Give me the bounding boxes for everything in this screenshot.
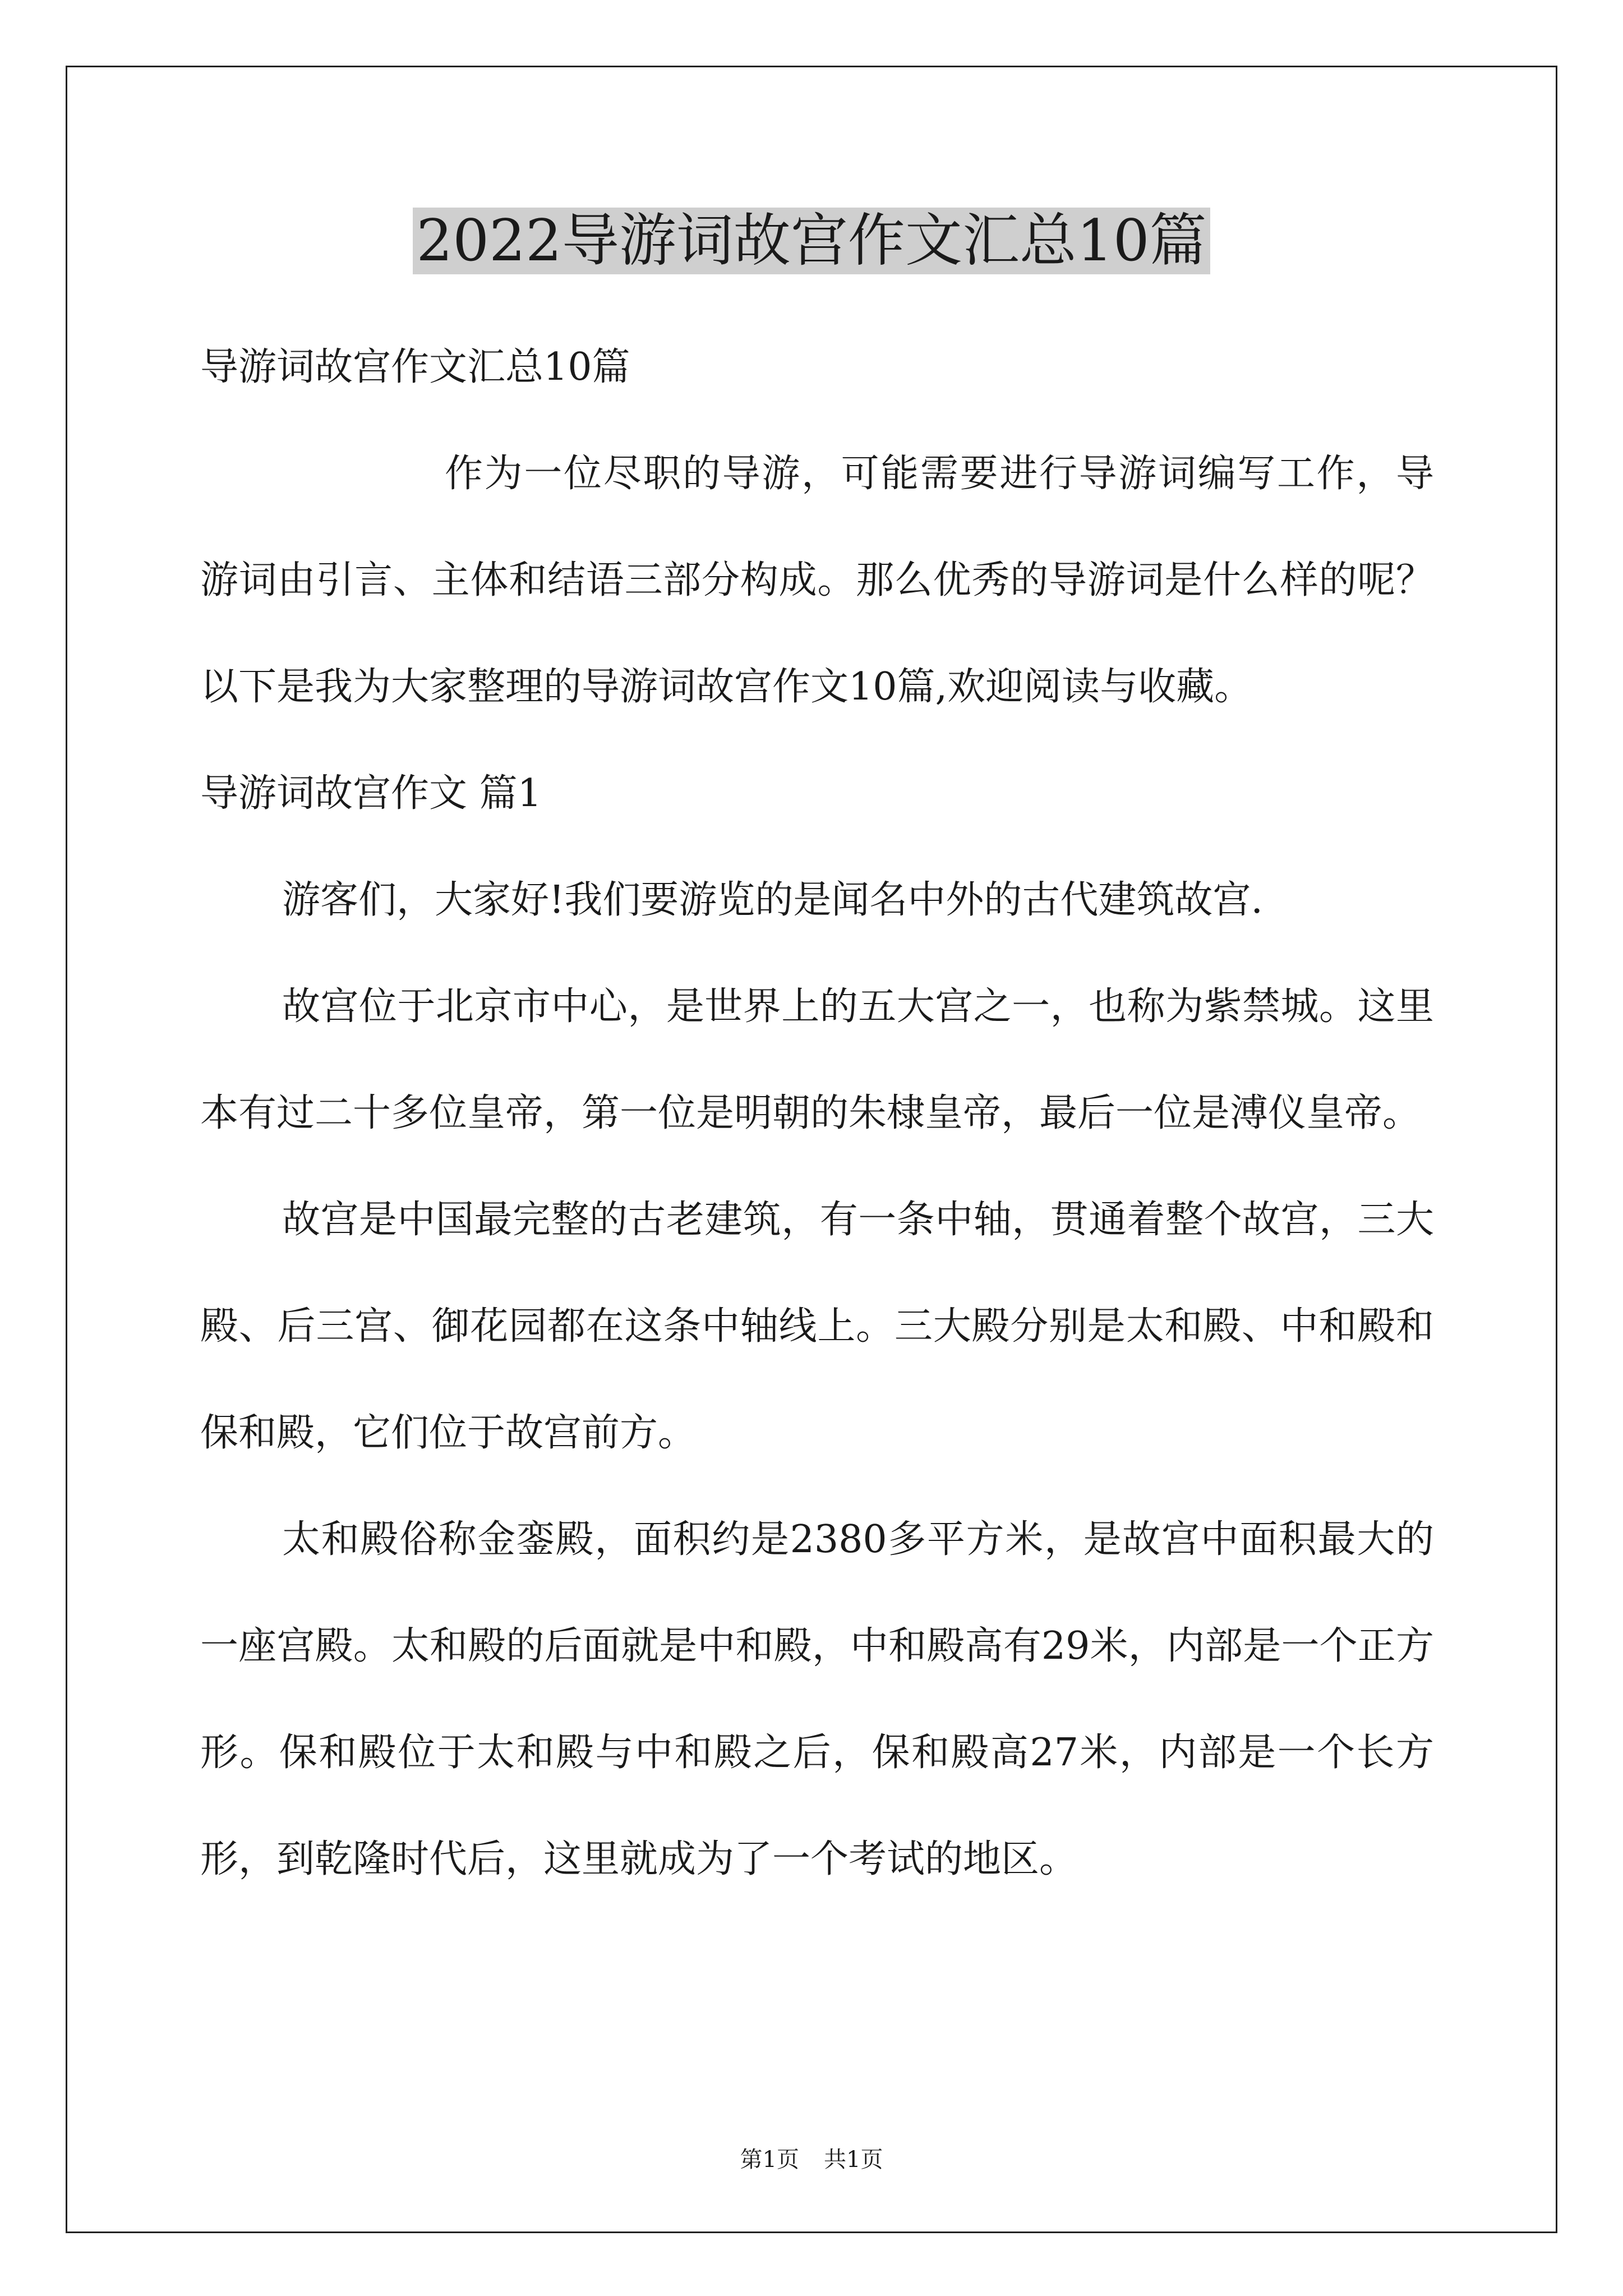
page-total: 共1页 — [824, 2147, 883, 2173]
section-heading: 导游词故宫作文 篇1 — [200, 771, 542, 816]
body-paragraph: 太和殿俗称金銮殿，面积约是2380多平方米，是故宫中面积最大的一座宫殿。太和殿的后面就是中和殿，中和殿高有29米，内部是一个正方形。保和殿位于太和殿与中和殿之后，保和殿高27米，内部是一个长方形，到乾隆时代后，这里就成为了一个考试的地区。 — [200, 1517, 1434, 1881]
intro-paragraph: 作为一位尽职的导游，可能需要进行导游词编写工作，导游词由引言、主体和结语三部分构成。那么优秀的导游词是什么样的呢？以下是我为大家整理的导游词故宫作文10篇,欢迎阅读与收藏。 — [200, 452, 1434, 709]
body-paragraph: 故宫位于北京市中心，是世界上的五大宫之一，也称为紫禁城。这里本有过二十多位皇帝，第一位是明朝的朱棣皇帝，最后一位是溥仪皇帝。 — [200, 984, 1434, 1135]
document-title — [0, 202, 1623, 280]
page-number: 第1页 — [740, 2147, 799, 2173]
document-body — [200, 314, 1434, 1913]
body-paragraph: 游客们，大家好!我们要游览的是闻名中外的古代建筑故宫. — [282, 878, 1263, 922]
document-title-text: 2022导游词故宫作文汇总10篇 — [413, 208, 1210, 274]
document-subtitle: 导游词故宫作文汇总10篇 — [200, 345, 630, 389]
page-footer — [0, 2144, 1623, 2175]
body-paragraph: 故宫是中国最完整的古老建筑，有一条中轴，贯通着整个故宫，三大殿、后三宫、御花园都在这条中轴线上。三大殿分别是太和殿、中和殿和保和殿，它们位于故宫前方。 — [200, 1198, 1434, 1455]
